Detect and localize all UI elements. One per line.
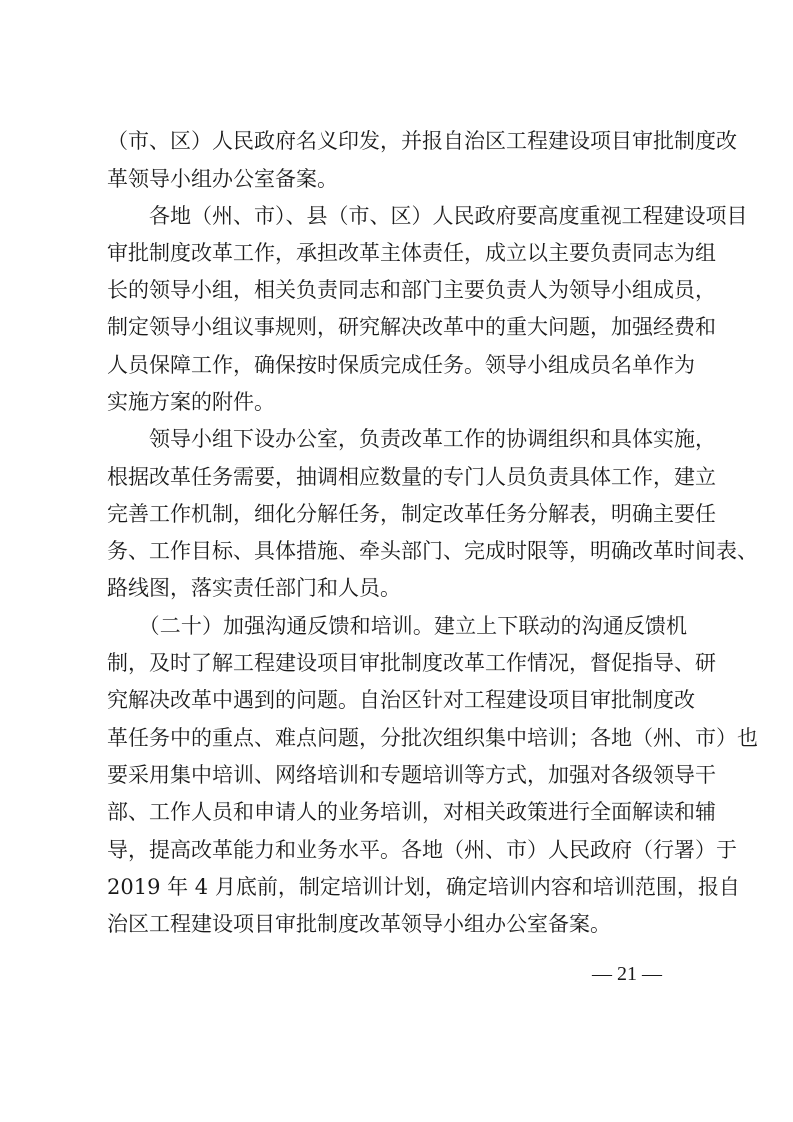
text-line: 革任务中的重点、难点问题，分批次组织集中培训；各地（州、市）也 (107, 726, 758, 750)
text-line: （市、区）人民政府名义印发，并报自治区工程建设项目审批制度改 (107, 129, 737, 153)
text-line: 部、工作人员和申请人的业务培训，对相关政策进行全面解读和辅 (107, 800, 716, 824)
section-heading-line: （二十）加强沟通反馈和培训。建立上下联动的沟通反馈机 (107, 614, 687, 638)
text-line: 制定领导小组议事规则，研究解决改革中的重大问题，加强经费和 (107, 315, 716, 339)
text-line: 根据改革任务需要，抽调相应数量的专门人员负责具体工作，建立 (107, 465, 716, 489)
text-line: 2019 年 4 月底前，制定培训计划，确定培训内容和培训范围，报自 (107, 875, 740, 899)
text-line: 务、工作目标、具体措施、牵头部门、完成时限等，明确改革时间表、 (107, 539, 758, 563)
page-number: — 21 — (592, 963, 662, 985)
text-line: 要采用集中培训、网络培训和专题培训等方式，加强对各级领导干 (107, 763, 716, 787)
text-line: 审批制度改革工作，承担改革主体责任，成立以主要负责同志为组 (107, 241, 716, 265)
text-line: 实施方案的附件。 (107, 390, 275, 414)
text-line: 革领导小组办公室备案。 (107, 167, 338, 191)
text-line: 完善工作机制，细化分解任务，制定改革任务分解表，明确主要任 (107, 502, 716, 526)
text-line: 各地（州、市）、县（市、区）人民政府要高度重视工程建设项目 (107, 204, 748, 228)
text-line: 治区工程建设项目审批制度改革领导小组办公室备案。 (107, 912, 611, 936)
text-line: 路线图，落实责任部门和人员。 (107, 576, 401, 600)
text-line: 领导小组下设办公室，负责改革工作的协调组织和具体实施， (107, 427, 716, 451)
text-line: 长的领导小组，相关负责同志和部门主要负责人为领导小组成员， (107, 278, 716, 302)
text-line: 制，及时了解工程建设项目审批制度改革工作情况，督促指导、研 (107, 651, 716, 675)
text-line: 究解决改革中遇到的问题。自治区针对工程建设项目审批制度改 (107, 688, 695, 712)
text-line: 人员保障工作，确保按时保质完成任务。领导小组成员名单作为 (107, 353, 695, 377)
text-line: 导，提高改革能力和业务水平。各地（州、市）人民政府（行署）于 (107, 838, 737, 862)
